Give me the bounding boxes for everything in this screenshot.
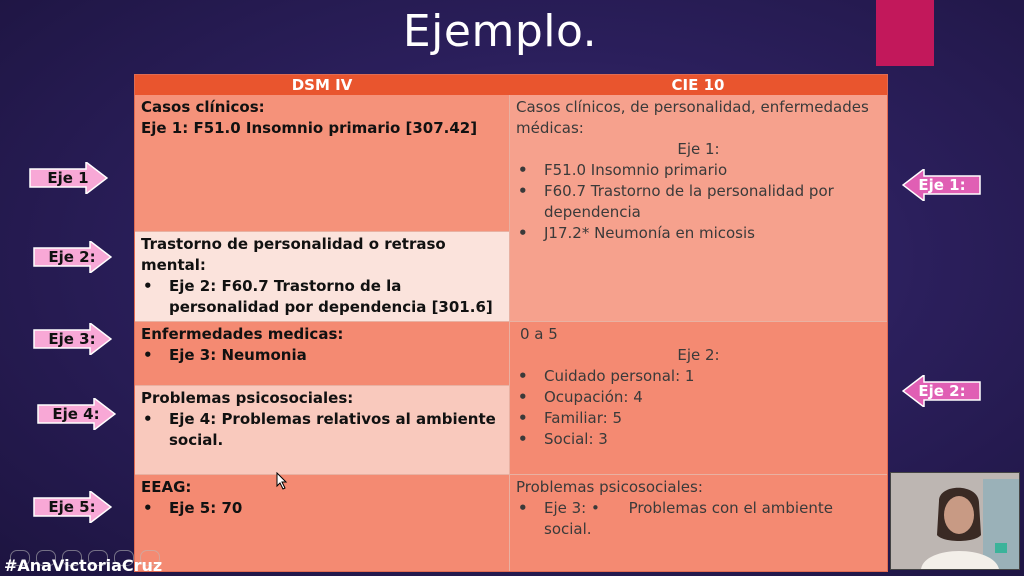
cie-block2-item-3: • Familiar: 5 bbox=[516, 408, 881, 429]
cie-block2-item-1: • Cuidado personal: 1 bbox=[516, 366, 881, 387]
cie-block3-item-a: Eje 3: • bbox=[544, 499, 600, 517]
dsm-eje4-title: Problemas psicosociales: bbox=[141, 389, 354, 407]
left-arrow-eje-2 bbox=[32, 241, 112, 273]
right-arrow-eje-1 bbox=[902, 169, 982, 201]
dsm-eje4-bullet: • Eje 4: Problemas relativos al ambiente social. bbox=[141, 409, 503, 451]
left-arrow-eje-5 bbox=[32, 491, 112, 523]
cie-cell-block3 bbox=[509, 475, 887, 571]
webcam-video-thumbnail bbox=[890, 472, 1020, 570]
cie-block2-item-2: • Ocupación: 4 bbox=[516, 387, 881, 408]
arrow-label: Eje 2: bbox=[48, 248, 96, 266]
dsm-eje2-title: Trastorno de personalidad o retraso mental: bbox=[141, 235, 446, 274]
slide-title: Ejemplo. bbox=[402, 6, 598, 57]
dsm-eje3-title: Enfermedades medicas: bbox=[141, 325, 344, 343]
right-arrow-eje-2 bbox=[902, 375, 982, 407]
header-dsm: DSM IV bbox=[291, 76, 353, 94]
mouse-cursor-icon bbox=[276, 472, 288, 494]
arrow-label: Eje 5: bbox=[48, 498, 96, 516]
table-header bbox=[135, 75, 887, 95]
header-cie: CIE 10 bbox=[671, 76, 725, 94]
cie-cell-block2 bbox=[509, 322, 887, 475]
dsm-cell-eje3 bbox=[135, 322, 509, 386]
dsm-eje1-line: Eje 1: F51.0 Insomnio primario [307.42] bbox=[141, 119, 478, 137]
cie-block3-item-b: Problemas con el ambiente social. bbox=[544, 499, 833, 538]
dsm-cell-eje4 bbox=[135, 386, 509, 475]
cie-block2-eje: Eje 2: bbox=[677, 346, 720, 364]
arrow-label: Eje 1: bbox=[918, 176, 966, 194]
dsm-cell-eje1 bbox=[135, 95, 509, 232]
left-arrow-eje-4 bbox=[36, 398, 116, 430]
cie-block1-intro: Casos clínicos, de personalidad, enfermedades médicas: bbox=[516, 98, 869, 137]
cie-block2-item-4: • Social: 3 bbox=[516, 429, 881, 450]
dsm-cell-eje5 bbox=[135, 475, 509, 571]
arrow-label: Eje 1 bbox=[47, 169, 89, 187]
cie-block1-eje: Eje 1: bbox=[677, 140, 720, 158]
cie-block2-range: 0 a 5 bbox=[520, 325, 558, 343]
cie-block3-title: Problemas psicosociales: bbox=[516, 478, 703, 496]
arrow-label: Eje 2: bbox=[918, 382, 966, 400]
dsm-cell-eje2 bbox=[135, 232, 509, 322]
cie-block1-item-3: • J17.2* Neumonía en micosis bbox=[516, 223, 881, 244]
dsm-eje3-bullet: • Eje 3: Neumonia bbox=[141, 345, 503, 366]
dsm-eje2-bullet: • Eje 2: F60.7 Trastorno de la personalidad por dependencia [301.6] bbox=[141, 276, 503, 318]
cie-cell-block1 bbox=[509, 95, 887, 322]
dsm-eje5-title: EEAG: bbox=[141, 478, 192, 496]
cie-block1-item-2: • F60.7 Trastorno de la personalidad por dependencia bbox=[516, 181, 881, 223]
dsm-eje1-title: Casos clínicos: bbox=[141, 98, 265, 116]
arrow-label: Eje 3: bbox=[48, 330, 96, 348]
left-arrow-eje-1 bbox=[28, 162, 108, 194]
cie-block3-item bbox=[516, 498, 881, 540]
comparison-table bbox=[134, 74, 888, 572]
dsm-eje5-bullet: • Eje 5: 70 bbox=[141, 498, 503, 519]
arrow-label: Eje 4: bbox=[52, 405, 100, 423]
left-arrow-eje-3 bbox=[32, 323, 112, 355]
hashtag-overlay: #AnaVictoriaCruz bbox=[4, 556, 163, 575]
cie-block1-item-1: • F51.0 Insomnio primario bbox=[516, 160, 881, 181]
presenter-video-icon bbox=[891, 473, 1019, 569]
